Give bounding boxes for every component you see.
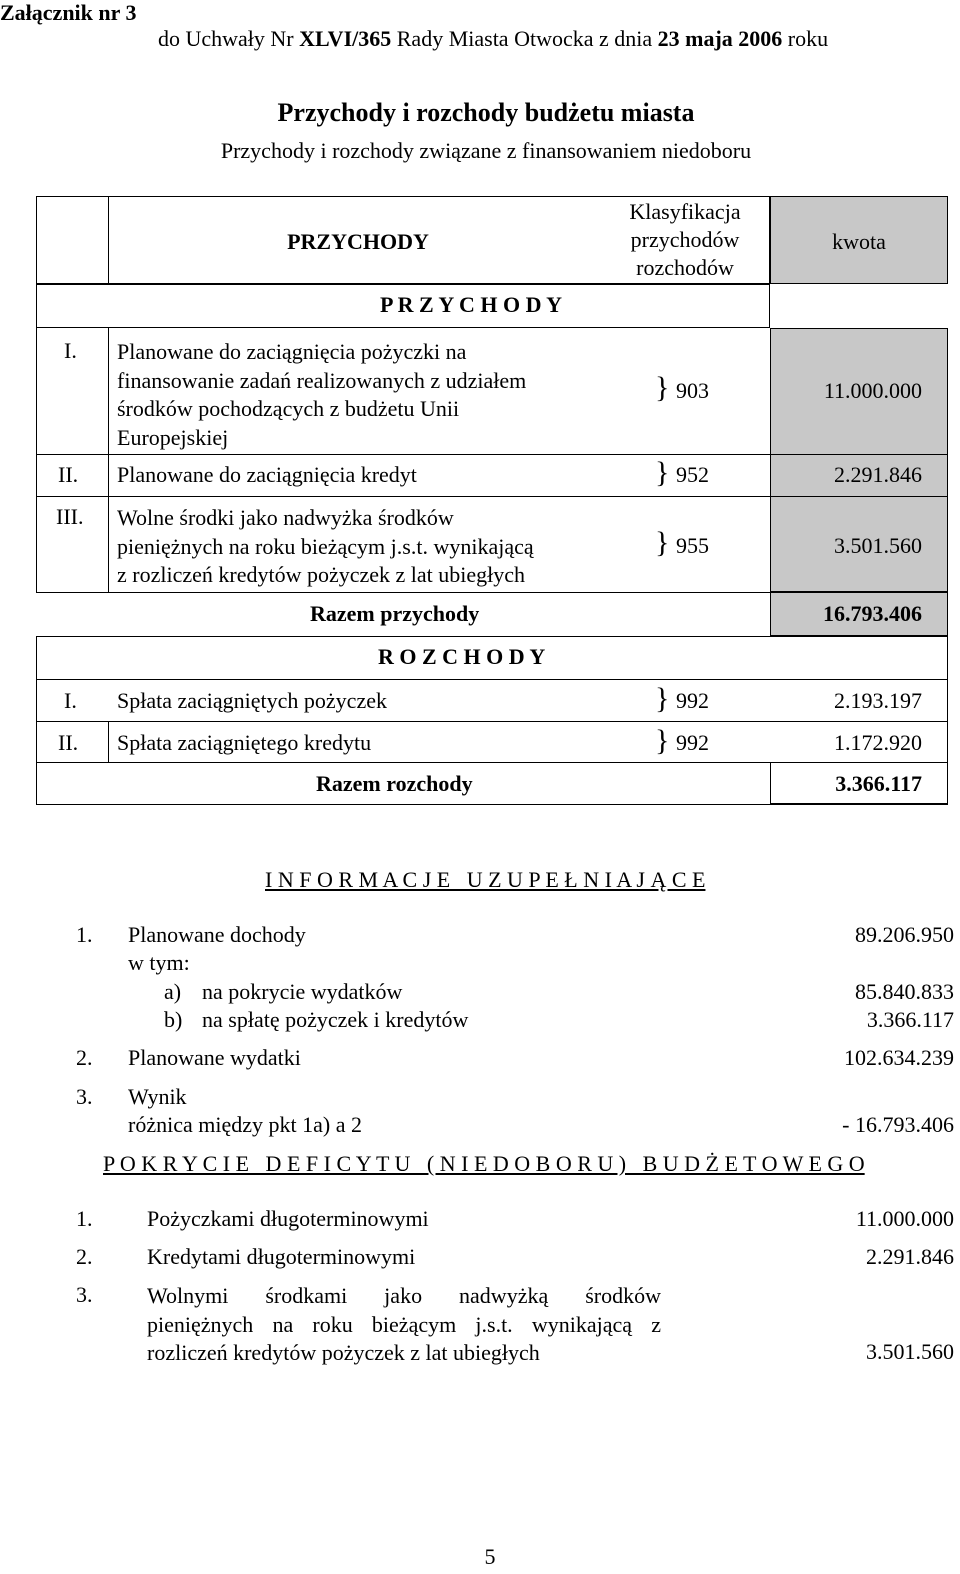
attachment-label: Załącznik nr 3 bbox=[0, 0, 137, 25]
info-b-value: 3.366.117 bbox=[866, 1007, 954, 1032]
brace-icon: } bbox=[655, 371, 670, 404]
brace-icon: } bbox=[655, 724, 670, 757]
row-przychody-3-code: 955 bbox=[676, 533, 709, 558]
deficit-3-label: Wolnymi środkami jako nadwyżką środków pieniężnych na roku bieżącym j.s.t. wynikającą z rozliczeń kredytów pożyczek z lat ubiegłych bbox=[147, 1283, 661, 1365]
info-a-value: 85.840.833 bbox=[855, 979, 954, 1004]
razem-przychody-amount: 16.793.406 bbox=[823, 601, 922, 626]
section-rozchody: R O Z C H O D Y bbox=[378, 644, 546, 669]
row-przychody-3-label: Wolne środki jako nadwyżka środków pieniężnych na roku bieżącym j.s.t. wynikającą z rozliczeń kredytów pożyczek z lat ubiegłych bbox=[117, 505, 534, 587]
info-2-value: 102.634.239 bbox=[844, 1045, 954, 1070]
row-przychody-1-label: Planowane do zaciągnięcia pożyczki na finansowanie zadań realizowanych z udziałem środków pochodzących z budżetu Unii Europejskiej bbox=[117, 339, 527, 450]
razem-przychody-label: Razem przychody bbox=[310, 601, 480, 626]
deficit-3-value: 3.501.560 bbox=[866, 1339, 954, 1364]
page-number: 5 bbox=[484, 1544, 496, 1569]
info-3-value: - 16.793.406 bbox=[842, 1112, 954, 1137]
info-1-no: 1. bbox=[76, 922, 93, 947]
page-title: Przychody i rozchody budżetu miasta bbox=[277, 98, 695, 127]
row-przychody-3-no: III. bbox=[56, 504, 84, 529]
row-rozchody-2-no: II. bbox=[58, 730, 79, 755]
info-1-label: Planowane dochody bbox=[128, 922, 306, 947]
deficit-2-value: 2.291.846 bbox=[866, 1244, 954, 1269]
razem-rozchody-amount: 3.366.117 bbox=[835, 771, 922, 796]
row-przychody-3-amount: 3.501.560 bbox=[834, 533, 922, 558]
info-3-sub: różnica między pkt 1a) a 2 bbox=[128, 1112, 362, 1137]
row-rozchody-1-label: Spłata zaciągniętych pożyczek bbox=[117, 688, 387, 713]
info-3-no: 3. bbox=[76, 1084, 93, 1109]
info-a-label: na pokrycie wydatków bbox=[202, 979, 403, 1004]
row-przychody-1-amount: 11.000.000 bbox=[823, 378, 922, 403]
deficit-3-no: 3. bbox=[76, 1282, 93, 1307]
info-3-label: Wynik bbox=[128, 1084, 187, 1109]
deficit-2-label: Kredytami długoterminowymi bbox=[147, 1244, 416, 1269]
page-subtitle: Przychody i rozchody związane z finansowaniem niedoboru bbox=[220, 138, 752, 163]
row-rozchody-2-label: Spłata zaciągniętego kredytu bbox=[117, 730, 372, 755]
info-2-label: Planowane wydatki bbox=[128, 1045, 301, 1070]
section-przychody: P R Z Y C H O D Y bbox=[379, 292, 563, 317]
row-rozchody-1-code: 992 bbox=[676, 688, 709, 713]
deficit-1-no: 1. bbox=[76, 1206, 93, 1231]
info-b-no: b) bbox=[164, 1007, 183, 1032]
header-przychody-label: PRZYCHODY bbox=[287, 229, 429, 254]
info-w-tym: w tym: bbox=[128, 950, 190, 975]
deficit-1-label: Pożyczkami długoterminowymi bbox=[147, 1206, 429, 1231]
deficit-2-no: 2. bbox=[76, 1244, 93, 1269]
resolution-line: do Uchwały Nr XLVI/365 Rady Miasta Otwocka z dnia 23 maja 2006 roku bbox=[158, 26, 829, 51]
brace-icon: } bbox=[655, 456, 670, 489]
row-rozchody-1-no: I. bbox=[64, 688, 77, 713]
row-przychody-2-amount: 2.291.846 bbox=[834, 462, 922, 487]
row-przychody-1-no: I. bbox=[64, 338, 77, 363]
info-heading: I N F O R M A C J E U Z U P E Ł N I A J Ą C E bbox=[265, 867, 706, 892]
info-a-no: a) bbox=[164, 979, 182, 1004]
row-przychody-2-label: Planowane do zaciągnięcia kredyt bbox=[117, 462, 417, 487]
info-1-value: 89.206.950 bbox=[855, 922, 954, 947]
info-2-no: 2. bbox=[76, 1045, 93, 1070]
row-przychody-1-code: 903 bbox=[676, 378, 709, 403]
deficit-1-value: 11.000.000 bbox=[855, 1206, 954, 1231]
row-rozchody-1-amount: 2.193.197 bbox=[834, 688, 922, 713]
row-rozchody-2-code: 992 bbox=[676, 730, 709, 755]
brace-icon: } bbox=[655, 682, 670, 715]
info-b-label: na spłatę pożyczek i kredytów bbox=[202, 1007, 469, 1032]
deficit-heading: P O K R Y C I E D E F I C Y T U ( N I E D O B O R U ) B U D Ż E T O W E G O bbox=[103, 1151, 865, 1176]
row-przychody-2-code: 952 bbox=[676, 462, 709, 487]
header-klasyfikacja: Klasyfikacja przychodów rozchodów bbox=[629, 199, 741, 280]
brace-icon: } bbox=[655, 526, 670, 559]
row-rozchody-2-amount: 1.172.920 bbox=[834, 730, 922, 755]
row-przychody-2-no: II. bbox=[58, 462, 79, 487]
header-kwota-label: kwota bbox=[832, 229, 886, 254]
razem-rozchody-label: Razem rozchody bbox=[316, 771, 473, 796]
